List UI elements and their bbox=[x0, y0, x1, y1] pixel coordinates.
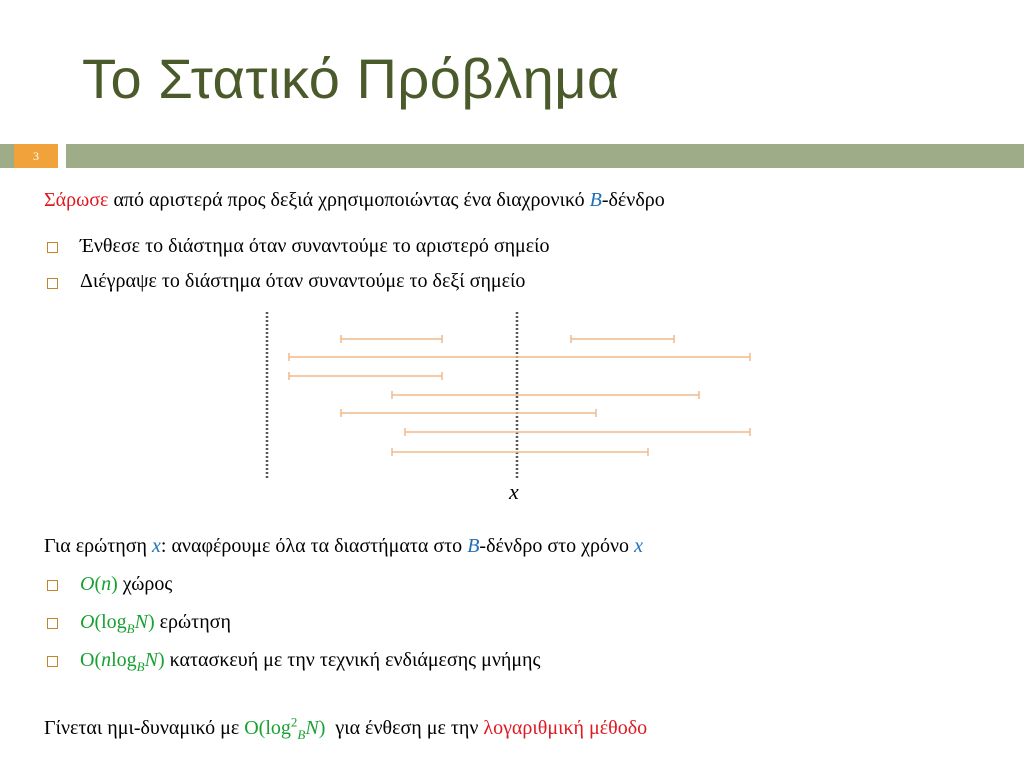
semi-dynamic-line: Γίνεται ημι-δυναμικό με $O(\log^2_BN)$ για ένθεση με την λογαριθμική μέθοδο bbox=[44, 714, 648, 742]
bullet-square-icon bbox=[47, 656, 58, 667]
sweep-text-b: -δένδρο bbox=[601, 189, 665, 211]
header-bar-right bbox=[66, 144, 1024, 168]
logarithmic-method: λογαριθμική μέθοδο bbox=[483, 717, 648, 739]
interval-3 bbox=[289, 353, 750, 361]
interval-diagram bbox=[240, 310, 760, 485]
interval-7 bbox=[405, 428, 750, 436]
interval-5 bbox=[392, 391, 699, 399]
bullet-square-icon bbox=[47, 618, 58, 629]
interval-1 bbox=[341, 335, 442, 343]
sweep-line bbox=[44, 188, 665, 212]
page-number: 3 bbox=[14, 144, 58, 168]
intervals bbox=[289, 335, 750, 456]
bullet-square-icon bbox=[47, 242, 58, 253]
insert-bullet: Ένθεσε το διάστημα όταν συναντούμε το αριστερό σημείο bbox=[80, 235, 550, 257]
slide-title: Το Στατικό Πρόβλημα bbox=[82, 47, 620, 110]
query-text-a: Για ερώτηση bbox=[44, 535, 152, 557]
bullet-square-icon bbox=[47, 580, 58, 591]
interval-4 bbox=[289, 372, 442, 380]
query-b: B bbox=[467, 535, 480, 557]
query-x-label: x bbox=[509, 479, 519, 504]
query-line bbox=[44, 534, 643, 558]
interval-6 bbox=[341, 409, 596, 417]
sweep-b: B bbox=[589, 189, 602, 211]
query-x: x bbox=[152, 535, 161, 557]
sweep-lead: Σάρωσε bbox=[44, 189, 109, 211]
header-bar-left bbox=[0, 144, 14, 168]
query-text-b: : αναφέρουμε όλα τα διαστήματα στο bbox=[160, 535, 468, 557]
delete-bullet: Διέγραψε το διάστημα όταν συναντούμε το δεξί σημείο bbox=[80, 270, 526, 292]
construction-bullet: O(nlog$_B$N) κατασκευή με την τεχνική ενδιάμεσης μνήμης bbox=[80, 649, 541, 674]
bullet-square-icon bbox=[47, 278, 58, 289]
interval-8 bbox=[392, 448, 648, 456]
interval-2 bbox=[571, 335, 674, 343]
query-x2: x bbox=[634, 535, 643, 557]
space-bullet: O(n) χώρος bbox=[80, 573, 173, 595]
query-time-bullet: $O(\log_BN)$ ερώτηση bbox=[80, 611, 231, 636]
sweep-text-a: από αριστερά προς δεξιά χρησιμοποιώντας ένα διαχρονικό bbox=[108, 189, 590, 211]
query-text-c: -δένδρο στο χρόνο bbox=[479, 535, 635, 557]
